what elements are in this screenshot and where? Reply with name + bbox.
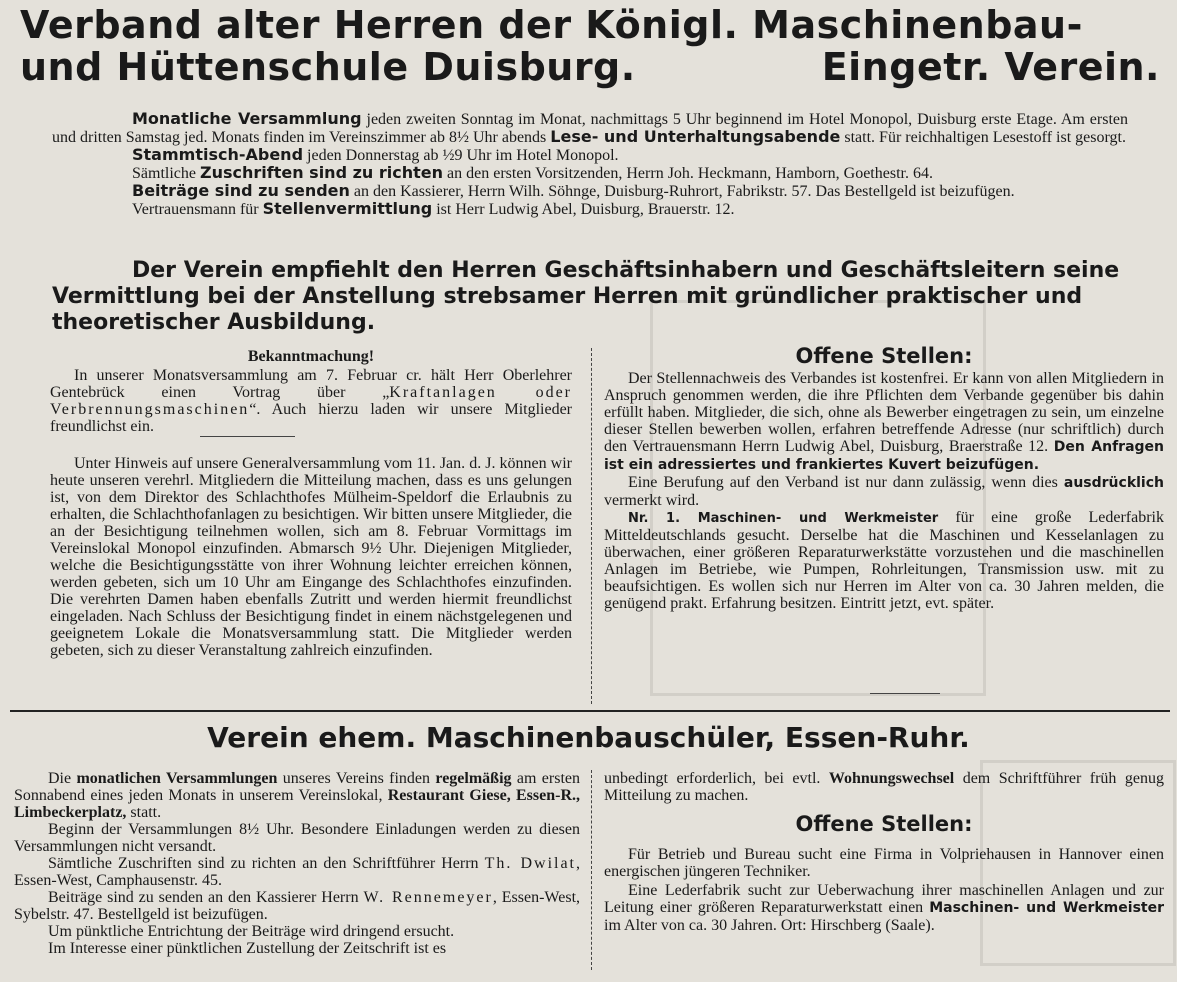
job-title-nr1: Nr. 1. Maschinen- und Werkmeister bbox=[628, 511, 939, 526]
meeting-text: jeden zweiten Sonntag im Monat, nachmittags 5 Uhr beginnend im Hotel Monopol, Duisburg erste Etage. Am ersten und dritten Samstag jed. Monats finden im Vereinszimmer ab 8½ Uhr abends bbox=[52, 111, 1128, 146]
essen-paragraph-5: Um pünktliche Entrichtung der Beiträge wird dringend ersucht. bbox=[48, 923, 455, 940]
announcement-paragraph-2: Unter Hinweis auf unsere Generalversammlung vom 11. Jan. d. J. können wir heute unseren verehrl. Mitgliedern die Mitteilung machen, dass es uns gelungen ist, von dem Direktor des Schlachthofes Mülheim-Speldorf die Erlaubnis zu erhalten, die Schlachthofanlagen zu besichtigen. Wir bitten unsere Mitglieder, die an der Besichtigung teilnehmen wollen, sich am 8. Februar Vormittags im Vereinslokal Monopol einzufinden. Abmarsch 9½ Uhr. Diejenigen Mitglieder, welche die Besichtigungsstätte von ihrer Wohnung leichter erreichen können, werden gebeten, sich um 10 Uhr am Eingange des Schlachthofes einzufinden. Die verehrten Damen haben ebenfalls Zutritt und werden hiermit freundlichst eingeladen. Nach Schluss der Besichtigung findet in einem nächstgelegenen und geeignetem Lokale die Monatsversammlung statt. Die Mitglieder werden gebeten, sich zu dieser Veranstaltung zahlreich einzufinden. bbox=[50, 455, 572, 659]
essen-l1-a: Die bbox=[48, 770, 77, 787]
essen-l1-bold: monatlichen Versammlungen bbox=[76, 770, 278, 787]
lecture-title: Kraftanlagen oder Verbrennungsmaschinen bbox=[50, 384, 573, 418]
essen-l1-bold2: regelmäßig bbox=[435, 770, 512, 787]
essen-paragraph-4 bbox=[14, 889, 580, 923]
essen-r3-a: Eine Lederfabrik sucht zur Ueberwachung ihrer maschinellen Anlagen und zur Leitung einer größeren Reparaturwerkstatt einen bbox=[604, 882, 1164, 916]
offene-stellen-title: Offene Stellen: bbox=[795, 344, 973, 368]
stellen-p1-bold: Den Anfragen ist ein adressiertes und frankiertes Kuvert beizufügen. bbox=[604, 439, 1165, 473]
essen-right-paragraph-1 bbox=[604, 770, 1164, 804]
recommendation-banner: Der Verein empfiehlt den Herren Geschäftsinhabern und Geschäftsleitern seine Vermittlung bei der Anstellung strebsamer Herren mit gründlicher praktischer und theoretischer Ausbildung. bbox=[52, 258, 1120, 335]
zuschriften-text: an den ersten Vorsitzenden, Herrn Joh. Heckmann, Hamborn, Goethestr. 64. bbox=[443, 165, 933, 182]
essen-r1-bold: Wohnungswechsel bbox=[828, 770, 955, 787]
essen-l1-c: am ersten Sonnabend eines jeden Monats in unserem Vereinslokal, bbox=[14, 770, 580, 804]
announcement-p1-b: “. Auch hierzu laden wir unsere Mitglieder freundlichst ein. bbox=[50, 401, 572, 435]
stellen-p2-bold: ausdrücklich bbox=[1063, 475, 1164, 491]
essen-paragraph-1 bbox=[14, 770, 580, 821]
masthead-line-2 bbox=[20, 46, 1160, 88]
reading-evenings-label: Lese- und Unterhaltungsabende bbox=[550, 127, 841, 146]
stellen-p2-b: vermerkt wird. bbox=[604, 492, 700, 509]
verband-paragraph-beitraege bbox=[52, 182, 1128, 200]
essen-column-divider bbox=[591, 770, 592, 970]
essen-l4-b: , Essen-West, Sybelstr. 47. Bestellgeld ist beizufügen. bbox=[14, 889, 581, 923]
essen-left-column bbox=[14, 770, 580, 957]
stellen-paragraph-3 bbox=[604, 509, 1164, 612]
essen-r3-b: im Alter von ca. 30 Jahren. Ort: Hirschberg (Saale). bbox=[604, 917, 935, 934]
stellen-paragraph-2 bbox=[604, 474, 1164, 509]
left-column bbox=[50, 348, 572, 659]
verband-info bbox=[52, 110, 1128, 218]
essen-paragraph-6: Im Interesse einer pünktlichen Zustellung der Zeitschrift ist es bbox=[48, 940, 447, 957]
essen-right-column bbox=[604, 770, 1164, 934]
verband-paragraph-stellenvermittlung bbox=[52, 200, 1128, 218]
verband-paragraph-zuschriften bbox=[52, 164, 1128, 182]
meeting-end: statt. Für reichhaltigen Lesestoff ist gesorgt. bbox=[840, 129, 1126, 146]
job-text-nr1: für eine große Lederfabrik Mitteldeutschlands gesucht. Derselbe hat die Maschinen und Kesselanlagen zu überwachen, einer größeren Reparaturwerkstätte vorzustehen und die maschinellen Anlagen im Betriebe, wie Pumpen, Rohrleitungen, Transmission usw. mit zu beaufsichtigen. Es wollen sich nur Herren im Alter von ca. 30 Jahren melden, die genügend prakt. Erfahrung besitzen. Eintritt jetzt, evt. später. bbox=[604, 509, 1164, 612]
verband-paragraph-stammtisch bbox=[52, 146, 1128, 164]
essen-job-2 bbox=[604, 882, 1164, 934]
stammtisch-text: jeden Donnerstag ab ½9 Uhr im Hotel Monopol. bbox=[303, 147, 619, 164]
essen-restaurant: Restaurant Giese, Essen-R., Limbeckerplatz, bbox=[14, 787, 581, 821]
essen-l4-a: Beiträge sind zu senden an den Kassierer Herrn bbox=[48, 889, 364, 906]
kassierer-name: W. Rennemeyer bbox=[363, 889, 493, 906]
beitraege-text: an den Kassierer, Herrn Wilh. Söhnge, Duisburg-Ruhrort, Fabrikstr. 57. Das Bestellgeld ist beizufügen. bbox=[349, 183, 1015, 200]
announcement-p1-a: In unserer Monatsversammlung am 7. Februar cr. hält Herr Oberlehrer Gentebrück einen Vortrag über „ bbox=[50, 367, 572, 401]
essen-l1-d: statt. bbox=[126, 804, 162, 821]
section-divider bbox=[10, 710, 1170, 712]
essen-paragraph-3 bbox=[14, 855, 580, 889]
schriftfuehrer-name: Th. Dwilat bbox=[484, 855, 577, 872]
separator-rule bbox=[870, 693, 940, 694]
stammtisch-label: Stammtisch-Abend bbox=[132, 145, 304, 164]
essen-l3-a: Sämtliche Zuschriften sind zu richten an den Schriftführer Herrn bbox=[48, 855, 485, 872]
masthead-line-1: Verband alter Herren der Königl. Maschinenbau- bbox=[20, 3, 1083, 47]
essen-l1-b: unseres Vereins finden bbox=[277, 770, 436, 787]
essen-r1-a: unbedingt erforderlich, bei evtl. bbox=[604, 770, 829, 787]
essen-paragraph-2: Beginn der Versammlungen 8½ Uhr. Besondere Einladungen werden zu diesen Versammlungen nicht versandt. bbox=[14, 821, 580, 855]
stellen-p1-text: Der Stellennachweis des Verbandes ist kostenfrei. Er kann von allen Mitgliedern in Anspruch genommen werden, die ihre Pflichten dem Verbande gegenüber bis dahin erfüllt haben. Mitglieder, die sich, ohne als Bewerber eingetragen zu sein, um einzelne dieser Stellen bewerben wollen, erfahren betreffende Adresse (nur schriftlich) durch den Vertrauensmann Herrn Ludwig Abel, Duisburg, Braerstraße 12. bbox=[604, 370, 1164, 455]
zuschriften-label: Zuschriften sind zu richten bbox=[199, 163, 444, 182]
zuschriften-pre: Sämtliche bbox=[132, 165, 200, 182]
verband-paragraph-meeting bbox=[52, 110, 1128, 146]
spacer bbox=[50, 435, 572, 455]
masthead-line-2-right: Eingetr. Verein. bbox=[821, 45, 1160, 89]
column-divider bbox=[591, 348, 592, 704]
separator-rule bbox=[200, 436, 295, 437]
meeting-label: Monatliche Versammlung bbox=[132, 109, 362, 128]
masthead-line-2-left: und Hüttenschule Duisburg. bbox=[20, 45, 636, 89]
essen-job-title: Maschinen- und Werkmeister bbox=[929, 900, 1164, 916]
announcement-paragraph-1 bbox=[50, 367, 572, 435]
masthead bbox=[20, 4, 1160, 88]
stellenvermittlung-label: Stellenvermittlung bbox=[262, 199, 433, 218]
stellenvermittlung-pre: Vertrauensmann für bbox=[132, 201, 263, 218]
beitraege-label: Beiträge sind zu senden bbox=[132, 181, 350, 200]
stellenvermittlung-text: ist Herr Ludwig Abel, Duisburg, Brauerstr. 12. bbox=[432, 201, 735, 218]
essen-l3-b: , Essen-West, Camphausenstr. 45. bbox=[14, 855, 581, 889]
announcement-title: Bekanntmachung! bbox=[247, 348, 375, 365]
essen-title: Verein ehem. Maschinenbauschüler, Essen-Ruhr. bbox=[207, 721, 970, 754]
essen-r1-b: dem Schriftführer früh genug Mitteilung zu machen. bbox=[604, 770, 1164, 804]
essen-job-1: Für Betrieb und Bureau sucht eine Firma in Volpriehausen in Hannover einen energischen jüngeren Techniker. bbox=[604, 846, 1164, 880]
stellen-paragraph-1 bbox=[604, 370, 1164, 474]
essen-offene-stellen-title: Offene Stellen: bbox=[795, 812, 973, 836]
stellen-p2-a: Eine Berufung auf den Verband ist nur dann zulässig, wenn dies bbox=[628, 474, 1064, 491]
right-column bbox=[604, 344, 1164, 612]
